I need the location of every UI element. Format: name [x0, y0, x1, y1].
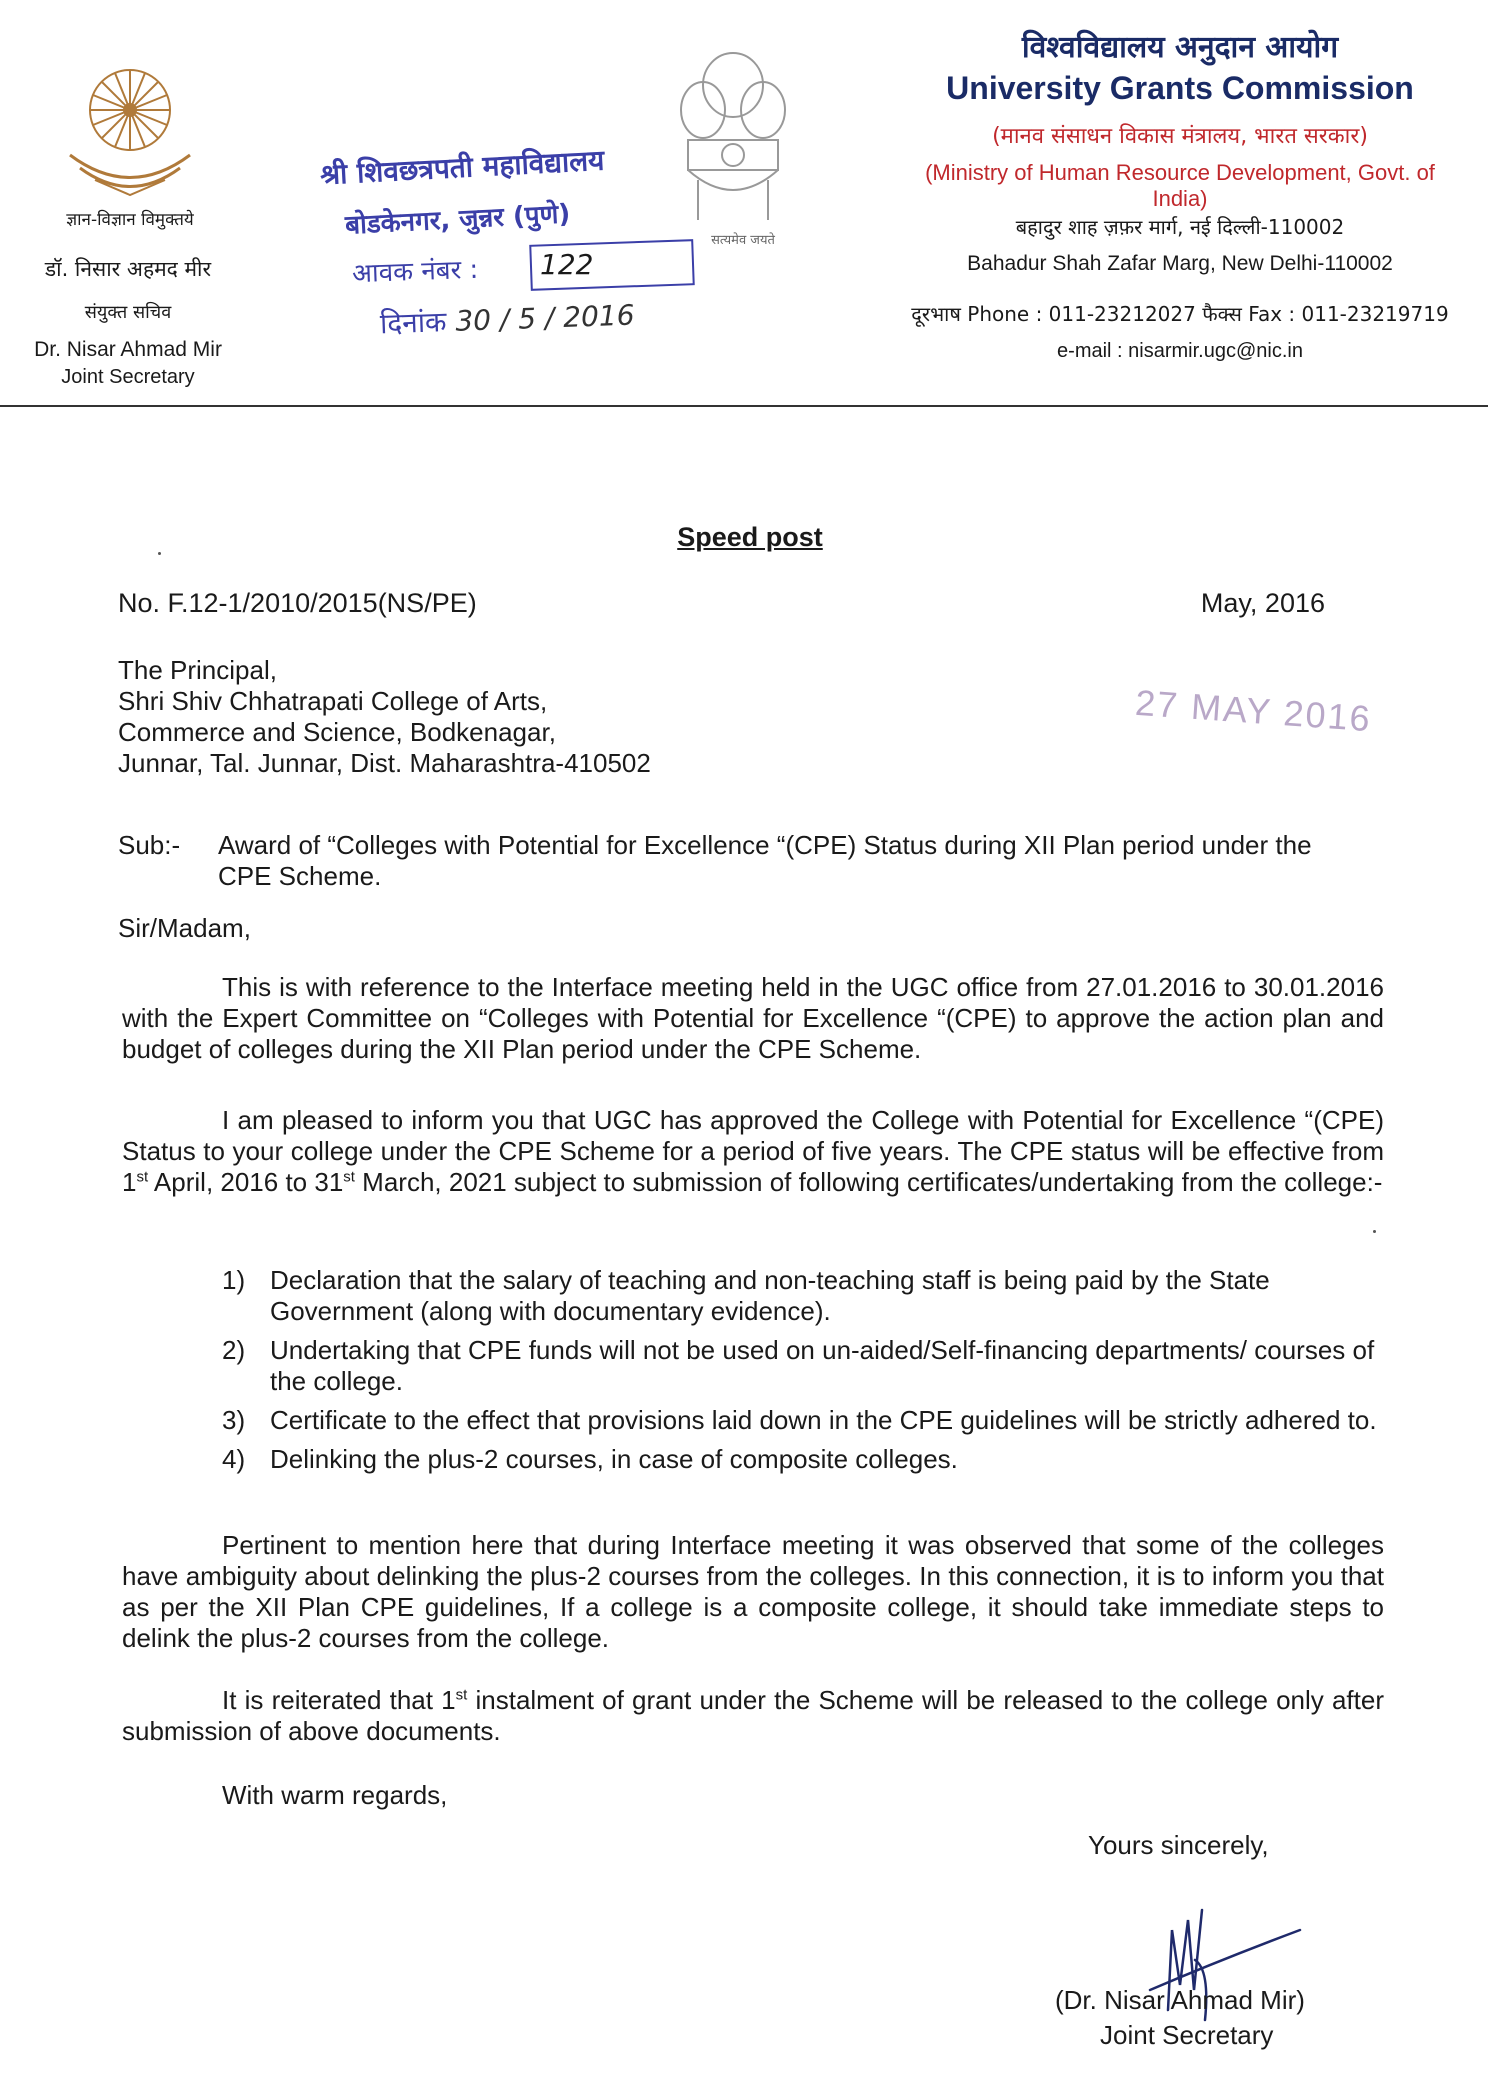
list-item-text: Undertaking that CPE funds will not be used on un-aided/Self-financing departments/ courses of the college. — [270, 1335, 1375, 1396]
list-item-text: Declaration that the salary of teaching and non-teaching staff is being paid by the State Government (along with documentary evidence). — [270, 1265, 1270, 1326]
org-name: University Grants Commission — [946, 70, 1414, 106]
signatory-title: Joint Secretary — [1100, 2020, 1274, 2050]
paragraph-instalment — [122, 1685, 1384, 1747]
requirements-list — [222, 1265, 1382, 1483]
subject-label: Sub:- — [118, 830, 181, 860]
addressee-line: The Principal, — [118, 655, 277, 685]
addressee — [118, 655, 1018, 779]
paragraph-instalment-text: It is reiterated that 1 — [222, 1685, 456, 1715]
ordinal-suffix: st — [343, 1168, 355, 1186]
received-stamp-college: श्री शिवछत्रपती महाविद्यालय — [319, 143, 606, 192]
received-stamp-date-value: 30 / 5 / 2016 — [454, 298, 636, 338]
paragraph-delinking: Pertinent to mention here that during Interface meeting it was observed that some of the colleges have ambiguity about delinking the plus-2 courses from the colleges. In this connection, it is to inform you that as per the XII Plan CPE guidelines, If a college is a composite college, it should take immediate steps to delink the plus-2 courses from the college. — [122, 1530, 1384, 1653]
reference-number: No. F.12-1/2010/2015(NS/PE) — [118, 588, 477, 618]
org-phone-fax: दूरभाष Phone : 011-23212027 फैक्स Fax : 011-23219719 — [911, 302, 1449, 326]
list-item-number: 1) — [222, 1265, 246, 1295]
paragraph-approval-text: March, 2021 subject to submission of following certificates/undertaking from the college:- — [354, 1167, 1383, 1197]
list-item — [222, 1335, 1382, 1397]
letterhead-divider — [0, 405, 1488, 407]
org-address: Bahadur Shah Zafar Marg, New Delhi-110002 — [967, 252, 1393, 275]
org-address-hindi: बहादुर शाह ज़फ़र मार्ग, नई दिल्ली-110002 — [1015, 215, 1345, 239]
paragraph-approval-text: April, 2016 to 31 — [148, 1167, 344, 1197]
list-item-text: Certificate to the effect that provisions laid down in the CPE guidelines will be strictly adhered to. — [270, 1405, 1377, 1435]
signatory-name: (Dr. Nisar Ahmad Mir) — [1055, 1985, 1305, 2015]
org-name-hindi: विश्वविद्यालय अनुदान आयोग — [1021, 30, 1339, 65]
ministry-hindi: (मानव संसाधन विकास मंत्रालय, भारत सरकार) — [992, 124, 1368, 149]
subject-text: Award of “Colleges with Potential for Excellence “(CPE) Status during XII Plan period under the CPE Scheme. — [218, 830, 1312, 891]
addressee-line: Junnar, Tal. Junnar, Dist. Maharashtra-410502 — [118, 748, 651, 778]
received-stamp-date — [379, 296, 635, 343]
scan-speck — [158, 552, 161, 555]
ordinal-suffix: st — [136, 1168, 149, 1186]
addressee-line: Shri Shiv Chhatrapati College of Arts, — [118, 686, 548, 716]
paragraph-approval — [122, 1105, 1384, 1198]
officer-name-hindi: डॉ. निसार अहमद मीर — [44, 257, 212, 281]
ministry-name: (Ministry of Human Resource Development, Govt. of India) — [925, 160, 1435, 211]
paragraph-instalment-text: instalment of grant under the Scheme will be released to the college only after submission of above documents. — [122, 1685, 1384, 1746]
list-item-number: 3) — [222, 1405, 246, 1435]
list-item — [222, 1265, 1382, 1327]
salutation: Sir/Madam, — [118, 913, 251, 943]
dispatch-mode: Speed post — [677, 522, 823, 552]
received-stamp-place: बोडकेनगर, जुन्नर (पुणे) — [344, 199, 571, 241]
list-item — [222, 1405, 1382, 1436]
emblem-motto: सत्यमेव जयते — [711, 233, 775, 248]
national-emblem — [668, 40, 798, 250]
paragraph-reference: This is with reference to the Interface meeting held in the UGC office from 27.01.2016 to 30.01.2016 with the Expert Committee on “Colleges with Potential for Excellence “(CPE) to approve the action plan and budget of colleges during the XII Plan period under the CPE Scheme. — [122, 972, 1384, 1064]
officer-title: Joint Secretary — [61, 366, 195, 388]
list-item-number: 4) — [222, 1444, 246, 1474]
list-item — [222, 1444, 1382, 1475]
list-item-text: Delinking the plus-2 courses, in case of composite colleges. — [270, 1444, 958, 1474]
logo-motto: ज्ञान-विज्ञान विमुक्तये — [66, 210, 194, 230]
received-stamp-inward-number: 122 — [540, 248, 594, 281]
ugc-logo — [55, 50, 205, 200]
org-email: e-mail : nisarmir.ugc@nic.in — [1057, 340, 1303, 362]
ordinal-suffix: st — [455, 1686, 468, 1704]
scan-speck — [1373, 1230, 1376, 1233]
addressee-line: Commerce and Science, Bodkenagar, — [118, 717, 556, 747]
paragraph-approval-text: I am pleased to inform you that UGC has approved the College with Potential for Excellence “(CPE) Status to your college under the CPE Scheme for a period of five years. The CPE status will be effective from 1 — [122, 1105, 1384, 1197]
officer-title-hindi: संयुक्त सचिव — [84, 302, 172, 323]
letter-date: May, 2016 — [1200, 588, 1325, 618]
received-stamp-date-label: दिनांक — [379, 305, 448, 341]
date-received-stamp: 27 MAY 2016 — [1133, 681, 1374, 740]
officer-name: Dr. Nisar Ahmad Mir — [34, 338, 222, 361]
closing: Yours sincerely, — [1088, 1830, 1269, 1860]
regards: With warm regards, — [222, 1780, 448, 1810]
list-item-number: 2) — [222, 1335, 246, 1365]
received-stamp-inward-label: आवक नंबर : — [351, 254, 479, 290]
